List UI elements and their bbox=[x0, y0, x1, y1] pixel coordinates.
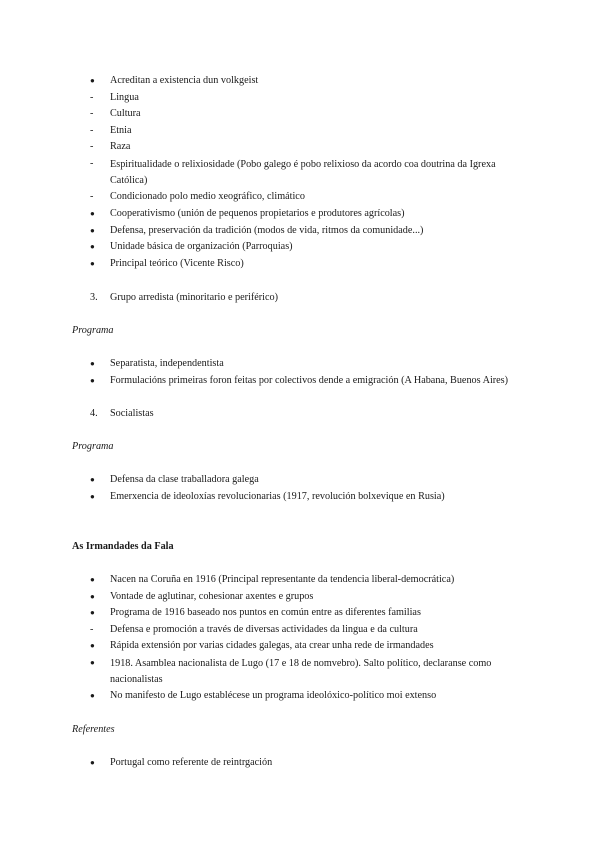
list-item-text: 1918. Asamblea nacionalista de Lugo (17 e 18 de nomvebro). Salto político, declaranse como nacionalistas bbox=[110, 658, 492, 685]
bullet-icon: ● bbox=[90, 758, 95, 767]
bullet-icon: ● bbox=[90, 209, 95, 218]
list-item-text: Programa de 1916 baseado nos puntos en común entre as diferentes familias bbox=[110, 607, 421, 618]
bullet-icon: ● bbox=[90, 641, 95, 650]
list-item-text: Cultura bbox=[110, 108, 141, 119]
list-item-text: Lingua bbox=[110, 92, 139, 103]
list-item-text: Portugal como referente de reintrgación bbox=[110, 757, 273, 768]
list-item-text: Condicionado polo medio xeográfico, climático bbox=[110, 191, 305, 202]
bullet-icon: ● bbox=[90, 658, 95, 667]
list-item-text: Cooperativismo (unión de pequenos propietarios e produtores agrícolas) bbox=[110, 208, 405, 219]
list-item-text: Formulacións primeiras foron feitas por colectivos dende a emigración (A Habana, Buenos Aires) bbox=[110, 375, 509, 386]
bullet-icon: ● bbox=[90, 76, 95, 85]
list-item-text: Defensa e promoción a través de diversas actividades da lingua e da cultura bbox=[110, 624, 418, 635]
bullet-icon: ● bbox=[90, 475, 95, 484]
list-item-text: Defensa, preservación da tradición (modos de vida, ritmos da comunidade...) bbox=[110, 225, 424, 236]
bullet-icon: ● bbox=[90, 575, 95, 584]
dash-icon: - bbox=[90, 141, 94, 152]
list-item-text: Defensa da clase traballadora galega bbox=[110, 474, 259, 485]
list-item-text: Espiritualidade o relixiosidade (Pobo galego é pobo relixioso da acordo coa doutrina da Igrexa Católica) bbox=[110, 159, 496, 186]
numbered-item-text: Grupo arredista (minoritario e periférico) bbox=[110, 292, 279, 303]
subtitle-programa: Programa bbox=[72, 441, 114, 452]
item-number: 3. bbox=[90, 292, 98, 303]
bullet-icon: ● bbox=[90, 492, 95, 501]
dash-icon: - bbox=[90, 158, 94, 169]
section-heading: As Irmandades da Fala bbox=[72, 541, 174, 552]
list-item-text: Separatista, independentista bbox=[110, 358, 224, 369]
list-item-text: Raza bbox=[110, 141, 131, 152]
list-item-text: Vontade de aglutinar, cohesionar axentes e grupos bbox=[110, 591, 314, 602]
bullet-icon: ● bbox=[90, 376, 95, 385]
dash-icon: - bbox=[90, 108, 94, 119]
list-item-text: Acreditan a existencia dun volkgeist bbox=[110, 75, 259, 86]
dash-icon: - bbox=[90, 92, 94, 103]
bullet-icon: ● bbox=[90, 259, 95, 268]
list-item-text: Emerxencia de ideoloxías revolucionarias (1917, revolución bolxevique en Rusia) bbox=[110, 491, 445, 502]
list-item-text: Etnia bbox=[110, 125, 132, 136]
dash-icon: - bbox=[90, 191, 94, 202]
bullet-icon: ● bbox=[90, 608, 95, 617]
list-item-text: Principal teórico (Vicente Risco) bbox=[110, 258, 244, 269]
list-item-text: No manifesto de Lugo establécese un programa ideolóxico-político moi extenso bbox=[110, 690, 437, 701]
numbered-item-text: Socialistas bbox=[110, 408, 154, 419]
list-item-text: Unidade básica de organización (Parroquias) bbox=[110, 241, 293, 252]
subtitle-referentes: Referentes bbox=[72, 724, 115, 735]
dash-icon: - bbox=[90, 624, 94, 635]
subtitle-programa: Programa bbox=[72, 325, 114, 336]
list-item-text: Nacen na Coruña en 1916 (Principal representante da tendencia liberal-democrática) bbox=[110, 574, 455, 585]
bullet-icon: ● bbox=[90, 359, 95, 368]
bullet-icon: ● bbox=[90, 242, 95, 251]
bullet-icon: ● bbox=[90, 691, 95, 700]
bullet-icon: ● bbox=[90, 226, 95, 235]
dash-icon: - bbox=[90, 125, 94, 136]
bullet-icon: ● bbox=[90, 592, 95, 601]
list-item-text: Rápida extensión por varias cidades galegas, ata crear unha rede de irmandades bbox=[110, 640, 434, 651]
item-number: 4. bbox=[90, 408, 98, 419]
